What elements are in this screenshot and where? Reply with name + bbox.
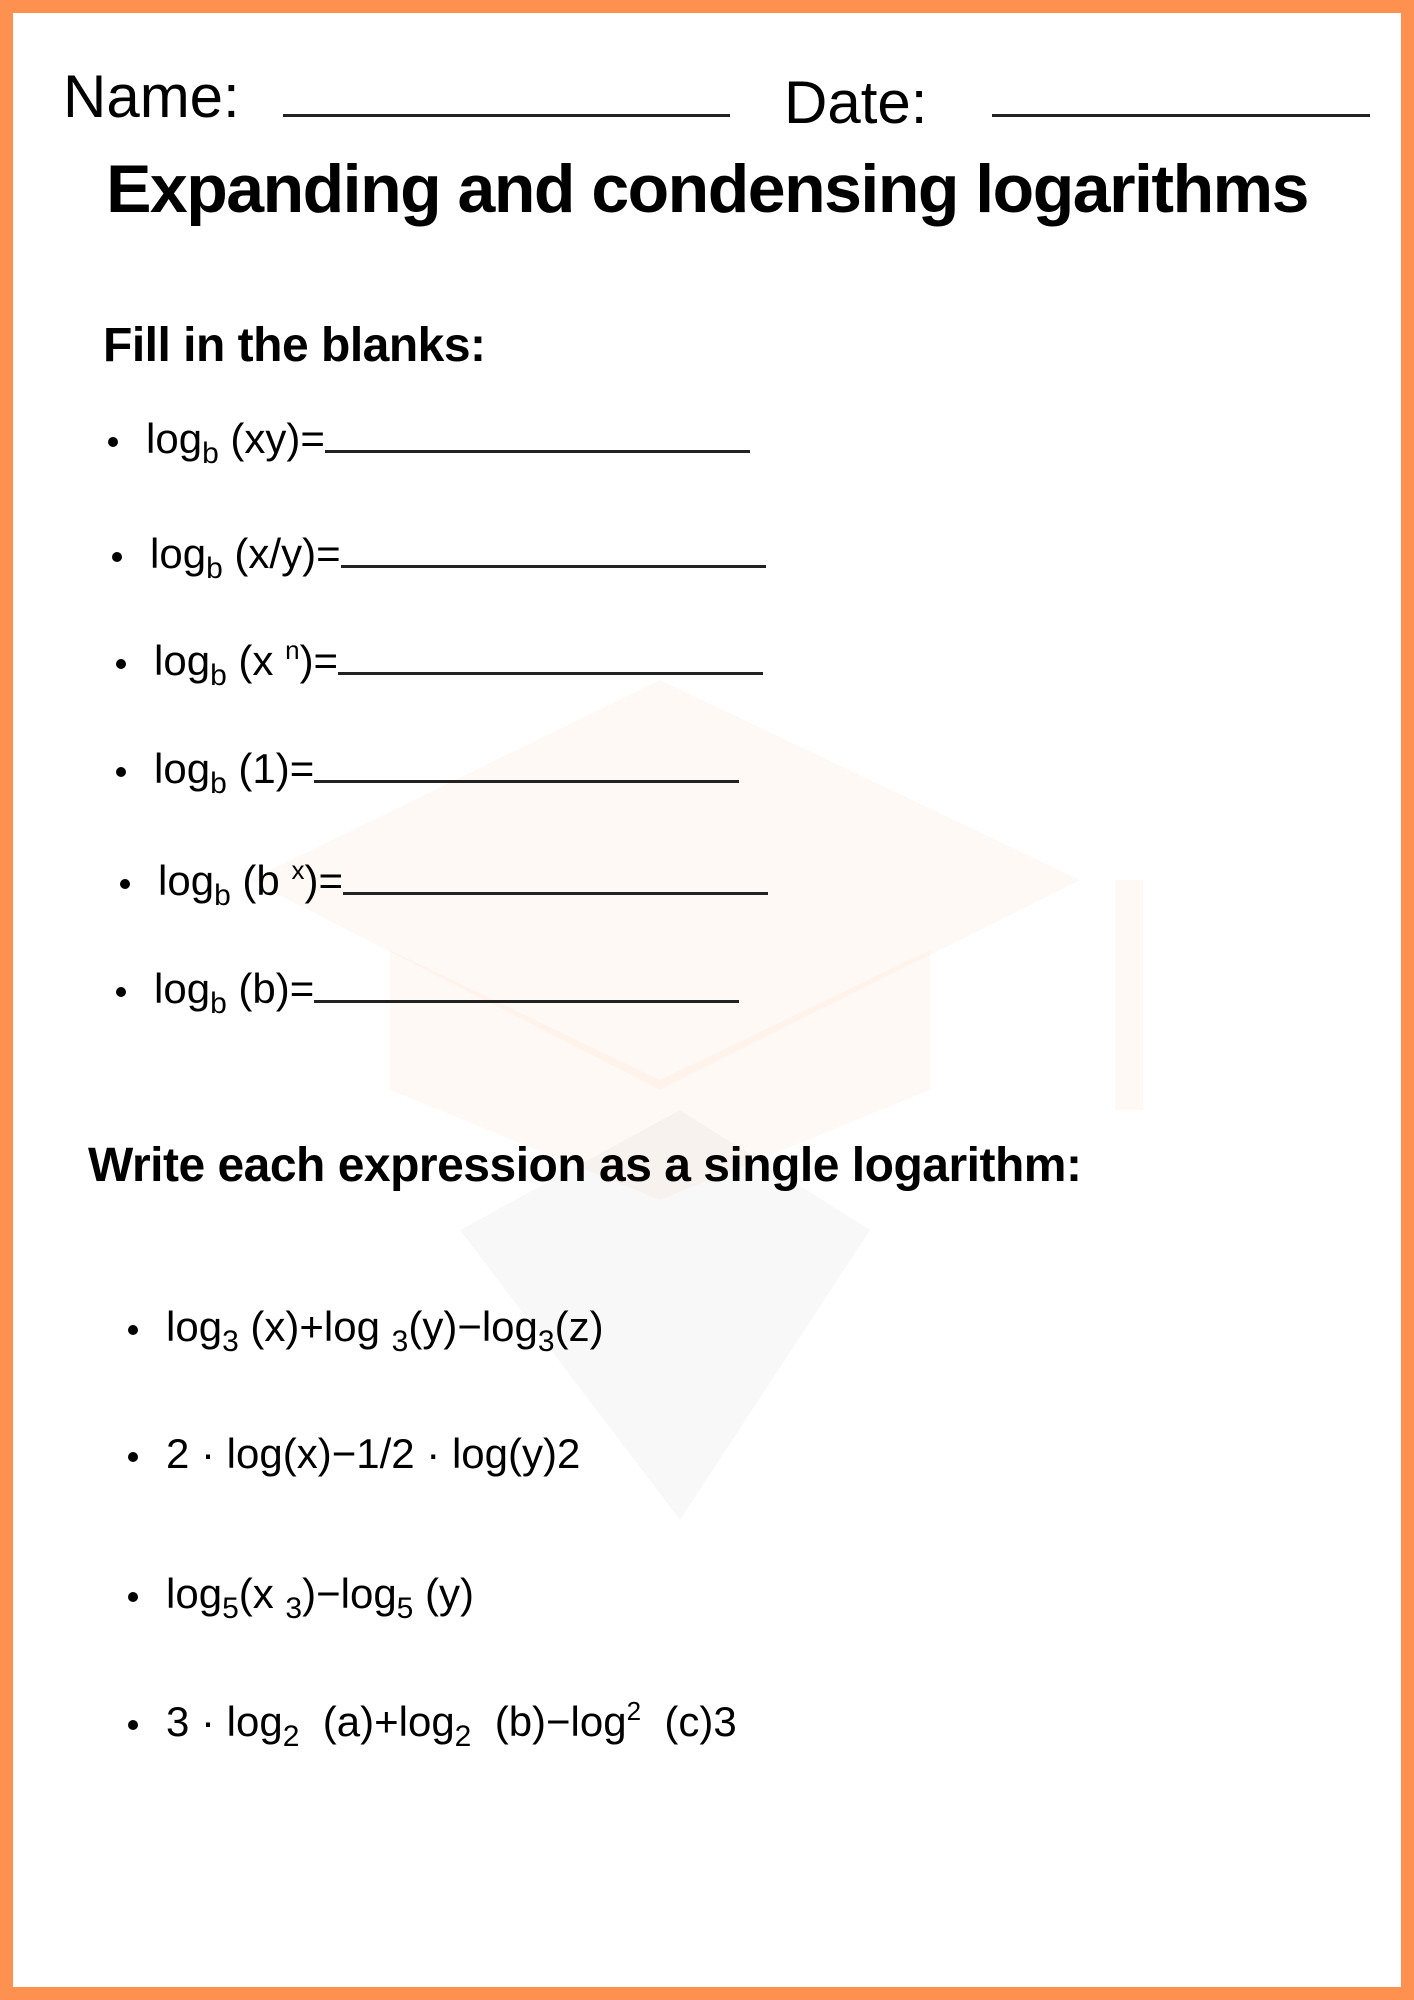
argument: (1)=	[238, 745, 315, 792]
date-label: Date:	[784, 69, 928, 136]
bullet	[128, 1325, 138, 1335]
argument: (b)=	[238, 965, 315, 1012]
exponent: x	[291, 855, 305, 885]
expr-part: 3 · log	[166, 1698, 283, 1745]
list-item	[128, 1570, 474, 1626]
expr-part: log	[166, 1303, 223, 1350]
bullet	[116, 987, 126, 997]
list-item	[128, 1303, 604, 1359]
base: 2	[282, 1720, 300, 1753]
log-text: log	[158, 857, 215, 904]
expr-part: (c)3	[664, 1698, 737, 1745]
expr-part: 2 · log(x)−1/2 · log(y)2	[166, 1430, 581, 1477]
section-heading-fill: Fill in the blanks:	[103, 319, 486, 372]
bullet	[112, 552, 122, 562]
fill-blank-item	[108, 415, 750, 471]
argument: (xy)=	[230, 415, 325, 462]
base: 3	[391, 1325, 409, 1358]
log-text: log	[154, 637, 211, 684]
bullet	[128, 1452, 138, 1462]
base: 2	[454, 1720, 472, 1753]
answer-blank[interactable]	[325, 416, 750, 453]
base: b	[210, 659, 227, 692]
name-field[interactable]	[283, 114, 730, 117]
expr-part: log	[166, 1570, 223, 1617]
log-text: log	[146, 415, 203, 462]
fill-blank-item	[116, 635, 763, 693]
fill-blank-item	[120, 855, 768, 913]
fill-blank-item	[112, 530, 766, 586]
argument: (x/y)=	[234, 530, 341, 577]
list-item	[128, 1696, 737, 1754]
base: b	[206, 552, 223, 585]
fill-blank-item	[116, 965, 739, 1021]
expr-part: (y)	[425, 1570, 475, 1617]
answer-blank[interactable]	[314, 966, 739, 1003]
date-field[interactable]	[992, 114, 1370, 117]
log-text: log	[154, 745, 211, 792]
argument-tail: )=	[304, 857, 343, 904]
bullet	[108, 437, 118, 447]
expr-part: (x)+log	[250, 1303, 380, 1350]
expr-part: (z)	[554, 1303, 604, 1350]
fill-blank-item	[116, 745, 739, 801]
base: b	[214, 879, 231, 912]
base: 2	[626, 1696, 642, 1726]
bullet	[120, 879, 130, 889]
base: b	[210, 987, 227, 1020]
expr-part: (a)+log	[322, 1698, 455, 1745]
exponent: n	[285, 635, 300, 665]
bullet	[128, 1720, 138, 1730]
answer-blank[interactable]	[338, 638, 763, 675]
page-title: Expanding and condensing logarithms	[106, 151, 1308, 227]
answer-blank[interactable]	[314, 746, 739, 783]
list-item	[128, 1430, 580, 1478]
expr-part: )−log	[302, 1570, 397, 1617]
bullet	[116, 659, 126, 669]
expr-part: (x	[238, 1570, 274, 1617]
bullet	[128, 1592, 138, 1602]
argument-tail: )=	[299, 637, 339, 684]
argument: (x	[238, 637, 274, 684]
name-label: Name:	[63, 63, 240, 130]
expr-part: (y)−log	[408, 1303, 538, 1350]
base: 5	[396, 1592, 414, 1625]
answer-blank[interactable]	[343, 858, 768, 895]
base: 3	[537, 1325, 555, 1358]
section-heading-single-log: Write each expression as a single logarithm:	[88, 1139, 1082, 1192]
base: 3	[285, 1592, 303, 1625]
base: 5	[222, 1592, 239, 1625]
expr-part: (b)−log	[494, 1698, 627, 1745]
bullet	[116, 767, 126, 777]
log-text: log	[150, 530, 207, 577]
answer-blank[interactable]	[341, 531, 766, 568]
argument: (b	[242, 857, 280, 904]
base: b	[202, 437, 219, 470]
base: b	[210, 767, 227, 800]
log-text: log	[154, 965, 211, 1012]
base: 3	[222, 1325, 239, 1358]
